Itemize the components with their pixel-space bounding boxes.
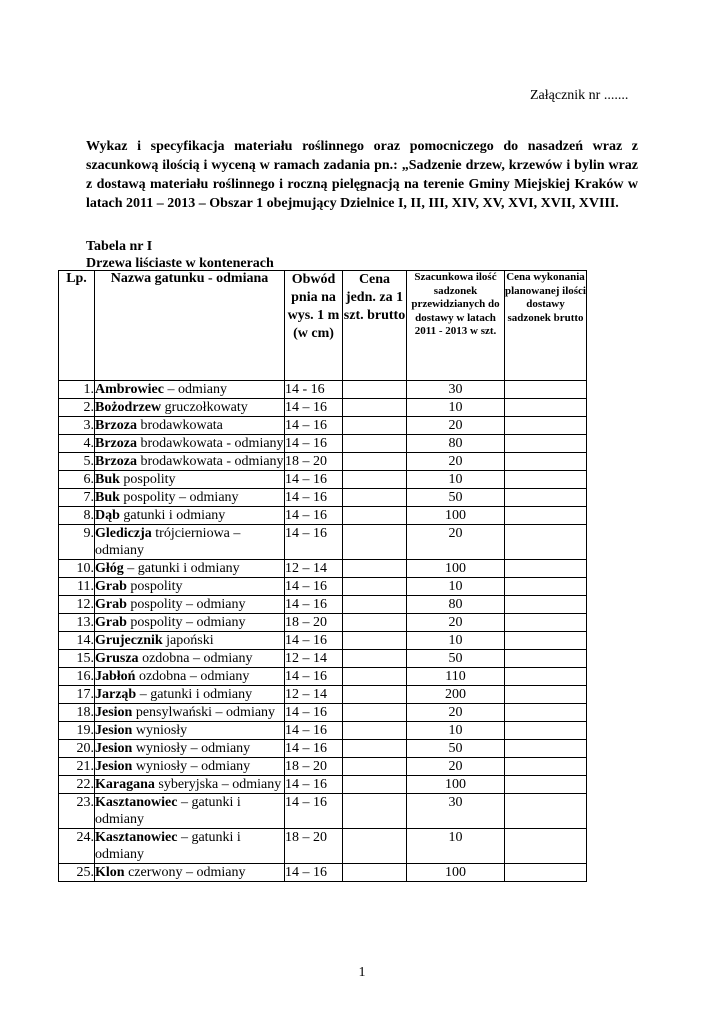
table-row	[59, 381, 587, 399]
total-value-cell	[505, 632, 587, 650]
species-variety: wyniosły – odmiany	[132, 759, 251, 774]
row-number: 22.	[59, 776, 95, 794]
genus-name: Buk	[95, 490, 120, 505]
unit-price-cell	[343, 507, 407, 525]
row-number: 24.	[59, 829, 95, 864]
species-variety: brodawkowata - odmiany	[136, 454, 284, 469]
species-variety: japoński	[162, 633, 214, 648]
genus-name: Grujecznik	[95, 633, 163, 648]
table-row	[59, 829, 587, 864]
species-variety: pospolity – odmiany	[119, 490, 239, 505]
unit-price-cell	[343, 399, 407, 417]
species-variety: gatunki i odmiany	[119, 508, 226, 523]
trunk-girth: 14 – 16	[285, 704, 343, 722]
total-value-cell	[505, 399, 587, 417]
trunk-girth: 14 – 16	[285, 776, 343, 794]
species-variety: czerwony – odmiany	[124, 865, 246, 880]
species-name	[95, 740, 285, 758]
trunk-girth: 14 – 16	[285, 399, 343, 417]
species-variety: pospolity	[119, 472, 176, 487]
species-name	[95, 399, 285, 417]
table-row	[59, 668, 587, 686]
total-value-cell	[505, 704, 587, 722]
species-variety: wyniosły	[132, 723, 188, 738]
trunk-girth: 14 – 16	[285, 489, 343, 507]
unit-price-cell	[343, 632, 407, 650]
row-number: 13.	[59, 614, 95, 632]
estimated-quantity: 30	[407, 381, 505, 399]
estimated-quantity: 100	[407, 560, 505, 578]
unit-price-cell	[343, 704, 407, 722]
row-number: 7.	[59, 489, 95, 507]
row-number: 14.	[59, 632, 95, 650]
species-name	[95, 722, 285, 740]
estimated-quantity: 20	[407, 417, 505, 435]
species-name	[95, 525, 285, 560]
table-row	[59, 614, 587, 632]
total-value-cell	[505, 614, 587, 632]
species-variety: – gatunki i odmiany	[123, 561, 240, 576]
row-number: 2.	[59, 399, 95, 417]
table-row	[59, 686, 587, 704]
genus-name: Jesion	[95, 759, 133, 774]
species-variety: syberyjska – odmiany	[154, 777, 282, 792]
genus-name: Jabłoń	[95, 669, 136, 684]
row-number: 17.	[59, 686, 95, 704]
species-name	[95, 686, 285, 704]
unit-price-cell	[343, 758, 407, 776]
estimated-quantity: 100	[407, 507, 505, 525]
species-name	[95, 578, 285, 596]
species-name	[95, 560, 285, 578]
species-name	[95, 381, 285, 399]
total-value-cell	[505, 435, 587, 453]
unit-price-cell	[343, 794, 407, 829]
genus-name: Grab	[95, 579, 127, 594]
table-row	[59, 632, 587, 650]
estimated-quantity: 110	[407, 668, 505, 686]
species-variety: brodawkowata - odmiany	[136, 436, 284, 451]
trunk-girth: 14 – 16	[285, 864, 343, 882]
species-variety: pospolity – odmiany	[126, 615, 246, 630]
estimated-quantity: 20	[407, 525, 505, 560]
header-trunk-girth: Obwód pnia na wys. 1 m (w cm)	[285, 271, 343, 381]
trunk-girth: 14 – 16	[285, 632, 343, 650]
species-variety: ozdobna – odmiany	[135, 669, 250, 684]
estimated-quantity: 50	[407, 489, 505, 507]
estimated-quantity: 20	[407, 758, 505, 776]
species-variety: pospolity – odmiany	[126, 597, 246, 612]
estimated-quantity: 100	[407, 776, 505, 794]
table-header-row	[59, 271, 587, 381]
species-name	[95, 453, 285, 471]
unit-price-cell	[343, 560, 407, 578]
trunk-girth: 14 – 16	[285, 417, 343, 435]
row-number: 19.	[59, 722, 95, 740]
trunk-girth: 14 - 16	[285, 381, 343, 399]
species-name	[95, 776, 285, 794]
header-species-name: Nazwa gatunku - odmiana	[95, 271, 285, 381]
unit-price-cell	[343, 489, 407, 507]
estimated-quantity: 10	[407, 578, 505, 596]
trunk-girth: 14 – 16	[285, 525, 343, 560]
table-row	[59, 864, 587, 882]
species-variety: brodawkowata	[136, 418, 223, 433]
species-variety: – gatunki i odmiany	[136, 687, 253, 702]
unit-price-cell	[343, 435, 407, 453]
total-value-cell	[505, 776, 587, 794]
genus-name: Jesion	[95, 741, 133, 756]
genus-name: Brzoza	[95, 418, 137, 433]
species-name	[95, 864, 285, 882]
unit-price-cell	[343, 578, 407, 596]
genus-name: Grusza	[95, 651, 139, 666]
trunk-girth: 14 – 16	[285, 471, 343, 489]
genus-name: Ambrowiec	[95, 382, 164, 397]
table-caption	[86, 238, 274, 272]
unit-price-cell	[343, 829, 407, 864]
table-row	[59, 471, 587, 489]
trunk-girth: 14 – 16	[285, 435, 343, 453]
table-row	[59, 578, 587, 596]
estimated-quantity: 50	[407, 650, 505, 668]
unit-price-cell	[343, 525, 407, 560]
genus-name: Klon	[95, 865, 125, 880]
genus-name: Glediczja	[95, 526, 152, 541]
trunk-girth: 14 – 16	[285, 668, 343, 686]
row-number: 1.	[59, 381, 95, 399]
table-number: Tabela nr I	[86, 239, 153, 254]
table-row	[59, 489, 587, 507]
trunk-girth: 14 – 16	[285, 507, 343, 525]
total-value-cell	[505, 525, 587, 560]
genus-name: Kasztanowiec	[95, 795, 178, 810]
row-number: 21.	[59, 758, 95, 776]
genus-name: Karagana	[95, 777, 155, 792]
estimated-quantity: 10	[407, 399, 505, 417]
table-row	[59, 722, 587, 740]
page-number: 1	[358, 965, 366, 980]
header-lp: Lp.	[59, 271, 95, 381]
estimated-quantity: 80	[407, 596, 505, 614]
plants-table	[58, 270, 587, 882]
species-name	[95, 417, 285, 435]
species-variety: – odmiany	[163, 382, 227, 397]
row-number: 20.	[59, 740, 95, 758]
species-name	[95, 650, 285, 668]
unit-price-cell	[343, 650, 407, 668]
table-row	[59, 560, 587, 578]
table-row	[59, 435, 587, 453]
total-value-cell	[505, 758, 587, 776]
trunk-girth: 18 – 20	[285, 829, 343, 864]
species-variety: – gatunki i odmiany	[95, 795, 241, 827]
species-name	[95, 489, 285, 507]
total-value-cell	[505, 381, 587, 399]
unit-price-cell	[343, 776, 407, 794]
table-body	[59, 381, 587, 882]
total-value-cell	[505, 507, 587, 525]
row-number: 25.	[59, 864, 95, 882]
trunk-girth: 14 – 16	[285, 578, 343, 596]
unit-price-cell	[343, 417, 407, 435]
species-name	[95, 471, 285, 489]
species-name	[95, 596, 285, 614]
genus-name: Kasztanowiec	[95, 830, 178, 845]
annex-label: Załącznik nr .......	[530, 88, 629, 103]
species-name	[95, 507, 285, 525]
row-number: 10.	[59, 560, 95, 578]
total-value-cell	[505, 740, 587, 758]
table-row	[59, 740, 587, 758]
trunk-girth: 12 – 14	[285, 560, 343, 578]
table-row	[59, 525, 587, 560]
estimated-quantity: 80	[407, 435, 505, 453]
total-value-cell	[505, 686, 587, 704]
total-value-cell	[505, 560, 587, 578]
total-value-cell	[505, 453, 587, 471]
table-row	[59, 596, 587, 614]
unit-price-cell	[343, 471, 407, 489]
unit-price-cell	[343, 381, 407, 399]
table-row	[59, 417, 587, 435]
total-value-cell	[505, 650, 587, 668]
trunk-girth: 18 – 20	[285, 614, 343, 632]
genus-name: Brzoza	[95, 436, 137, 451]
table-row	[59, 399, 587, 417]
trunk-girth: 14 – 16	[285, 596, 343, 614]
estimated-quantity: 20	[407, 614, 505, 632]
genus-name: Grab	[95, 615, 127, 630]
row-number: 16.	[59, 668, 95, 686]
unit-price-cell	[343, 722, 407, 740]
table-category: Drzewa liściaste w kontenerach	[86, 256, 274, 271]
row-number: 3.	[59, 417, 95, 435]
trunk-girth: 14 – 16	[285, 740, 343, 758]
genus-name: Dąb	[95, 508, 120, 523]
row-number: 18.	[59, 704, 95, 722]
row-number: 11.	[59, 578, 95, 596]
table-row	[59, 650, 587, 668]
genus-name: Buk	[95, 472, 120, 487]
row-number: 23.	[59, 794, 95, 829]
genus-name: Brzoza	[95, 454, 137, 469]
header-total-value: Cena wykonania planowanej ilości dostawy sadzonek brutto	[505, 271, 587, 381]
species-name	[95, 668, 285, 686]
species-name	[95, 758, 285, 776]
species-variety: wyniosły – odmiany	[132, 741, 251, 756]
unit-price-cell	[343, 668, 407, 686]
total-value-cell	[505, 722, 587, 740]
row-number: 15.	[59, 650, 95, 668]
document-title: Wykaz i specyfikacja materiału roślinnego oraz pomocniczego do nasadzeń wraz z szacunkową ilością i wyceną w ramach zadania pn.: „Sadzenie drzew, krzewów i bylin wraz z dostawą materiału roślinnego i roczną pielęgnacją na terenie Gminy Miejskiej Kraków w latach 2011 – 2013 – Obszar 1 obejmujący Dzielnice I, II, III, XIV, XV, XVI, XVII, XVIII.	[86, 139, 638, 211]
species-name	[95, 435, 285, 453]
table-row	[59, 507, 587, 525]
total-value-cell	[505, 829, 587, 864]
table-row	[59, 704, 587, 722]
estimated-quantity: 200	[407, 686, 505, 704]
table-row	[59, 776, 587, 794]
trunk-girth: 18 – 20	[285, 453, 343, 471]
genus-name: Bożodrzew	[95, 400, 162, 415]
row-number: 4.	[59, 435, 95, 453]
row-number: 8.	[59, 507, 95, 525]
species-name	[95, 794, 285, 829]
total-value-cell	[505, 668, 587, 686]
species-variety: ozdobna – odmiany	[138, 651, 253, 666]
total-value-cell	[505, 864, 587, 882]
table-row	[59, 794, 587, 829]
estimated-quantity: 10	[407, 722, 505, 740]
species-name	[95, 614, 285, 632]
estimated-quantity: 20	[407, 453, 505, 471]
species-variety: trójcierniowa – odmiany	[95, 526, 241, 558]
total-value-cell	[505, 578, 587, 596]
species-variety: pensylwański – odmiany	[132, 705, 276, 720]
estimated-quantity: 50	[407, 740, 505, 758]
trunk-girth: 12 – 14	[285, 686, 343, 704]
genus-name: Grab	[95, 597, 127, 612]
total-value-cell	[505, 417, 587, 435]
total-value-cell	[505, 471, 587, 489]
species-variety: gruczołkowaty	[161, 400, 248, 415]
estimated-quantity: 10	[407, 632, 505, 650]
estimated-quantity: 10	[407, 471, 505, 489]
total-value-cell	[505, 489, 587, 507]
estimated-quantity: 10	[407, 829, 505, 864]
unit-price-cell	[343, 686, 407, 704]
species-variety: pospolity	[126, 579, 183, 594]
trunk-girth: 14 – 16	[285, 722, 343, 740]
unit-price-cell	[343, 614, 407, 632]
header-estimated-quantity: Szacunkowa ilość sadzonek przewidzianych do dostawy w latach 2011 - 2013 w szt.	[407, 271, 505, 381]
genus-name: Jesion	[95, 723, 133, 738]
header-unit-price: Cena jedn. za 1 szt. brutto	[343, 271, 407, 381]
species-variety: – gatunki i odmiany	[95, 830, 241, 862]
trunk-girth: 14 – 16	[285, 794, 343, 829]
estimated-quantity: 30	[407, 794, 505, 829]
estimated-quantity: 20	[407, 704, 505, 722]
unit-price-cell	[343, 596, 407, 614]
species-name	[95, 829, 285, 864]
total-value-cell	[505, 596, 587, 614]
unit-price-cell	[343, 864, 407, 882]
row-number: 6.	[59, 471, 95, 489]
genus-name: Głóg	[95, 561, 124, 576]
genus-name: Jesion	[95, 705, 133, 720]
total-value-cell	[505, 794, 587, 829]
unit-price-cell	[343, 740, 407, 758]
species-name	[95, 632, 285, 650]
estimated-quantity: 100	[407, 864, 505, 882]
row-number: 12.	[59, 596, 95, 614]
row-number: 9.	[59, 525, 95, 560]
genus-name: Jarząb	[95, 687, 137, 702]
trunk-girth: 12 – 14	[285, 650, 343, 668]
table-row	[59, 453, 587, 471]
table-row	[59, 758, 587, 776]
unit-price-cell	[343, 453, 407, 471]
trunk-girth: 18 – 20	[285, 758, 343, 776]
row-number: 5.	[59, 453, 95, 471]
species-name	[95, 704, 285, 722]
